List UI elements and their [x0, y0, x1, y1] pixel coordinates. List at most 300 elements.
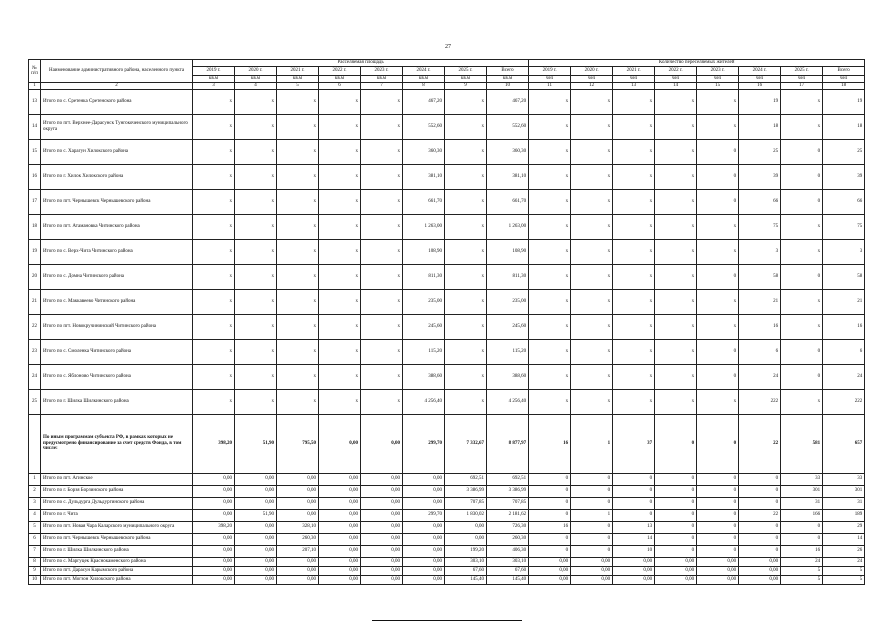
- row-name: Итого по с. Домна Читинского района: [41, 264, 193, 289]
- row-value: 0,00: [361, 497, 403, 509]
- row-value: 0: [781, 364, 823, 389]
- row-number: 14: [29, 114, 41, 139]
- row-value: x: [529, 314, 571, 339]
- row-value: 0,00: [445, 533, 487, 545]
- row-value: 0,00: [739, 566, 781, 575]
- row-value: 0,00: [193, 566, 235, 575]
- row-name: Итого по с. Смоленка Читинского района: [41, 339, 193, 364]
- row-value: 0: [781, 533, 823, 545]
- header-year: 2020 г.: [571, 67, 613, 76]
- row-value: 303,10: [487, 557, 529, 566]
- header-year: 2021 г.: [277, 67, 319, 76]
- header-unit: чел: [571, 76, 613, 83]
- row-value: x: [613, 189, 655, 214]
- header-unit: кв.м: [277, 76, 319, 83]
- row-value: 657: [823, 414, 865, 473]
- header-unit: чел: [823, 76, 865, 83]
- row-value: x: [235, 364, 277, 389]
- row-value: 0,00: [361, 566, 403, 575]
- row-value: 260,30: [487, 533, 529, 545]
- row-value: 0,00: [655, 566, 697, 575]
- row-value: 0,00: [277, 509, 319, 521]
- row-value: 21: [739, 289, 781, 314]
- row-value: 25: [739, 139, 781, 164]
- row-value: 222: [823, 389, 865, 414]
- header-unit: кв.м: [403, 76, 445, 83]
- row-number: 10: [29, 575, 41, 584]
- row-name: Итого по г. Хилок Хилокского района: [41, 164, 193, 189]
- row-value: 0,00: [235, 545, 277, 557]
- row-value: 108,90: [403, 239, 445, 264]
- row-value: x: [277, 214, 319, 239]
- row-number: 4: [29, 509, 41, 521]
- row-number: 19: [29, 239, 41, 264]
- row-value: 31: [781, 497, 823, 509]
- header-year: 2019 г.: [193, 67, 235, 76]
- row-name: Итого по пгт. Атамановка Читинского района: [41, 214, 193, 239]
- row-number: 13: [29, 89, 41, 114]
- row-value: 13: [613, 521, 655, 533]
- header-year: 2023 г.: [361, 67, 403, 76]
- row-value: 0: [697, 485, 739, 497]
- row-value: 22: [739, 509, 781, 521]
- row-value: x: [235, 314, 277, 339]
- row-value: 0,00: [361, 533, 403, 545]
- row-value: x: [655, 389, 697, 414]
- header-year: 2020 г.: [235, 67, 277, 76]
- row-name: Итого по пгт. Чернышевск Чернышевского района: [41, 189, 193, 214]
- row-value: 16: [529, 521, 571, 533]
- row-value: x: [361, 139, 403, 164]
- row-value: 0,00: [655, 575, 697, 584]
- row-value: x: [235, 139, 277, 164]
- row-value: 39: [739, 164, 781, 189]
- row-value: x: [529, 139, 571, 164]
- column-index: 5: [277, 83, 319, 90]
- row-value: 37: [613, 414, 655, 473]
- row-value: x: [319, 289, 361, 314]
- row-value: x: [781, 314, 823, 339]
- row-value: x: [781, 289, 823, 314]
- row-number: 9: [29, 566, 41, 575]
- row-value: x: [361, 264, 403, 289]
- row-value: x: [193, 339, 235, 364]
- row-value: 245,60: [403, 314, 445, 339]
- row-value: 552,60: [487, 114, 529, 139]
- row-value: 67,60: [445, 566, 487, 575]
- row-value: 8 877,97: [487, 414, 529, 473]
- column-index: 12: [571, 83, 613, 90]
- header-year: Всего: [487, 67, 529, 76]
- row-value: 726,30: [487, 521, 529, 533]
- row-value: x: [571, 314, 613, 339]
- row-value: x: [571, 289, 613, 314]
- table-row: [29, 114, 865, 139]
- row-value: 145,40: [487, 575, 529, 584]
- row-value: 145,40: [445, 575, 487, 584]
- row-number: 22: [29, 314, 41, 339]
- row-value: x: [277, 364, 319, 389]
- row-value: x: [697, 239, 739, 264]
- row-value: 260,30: [277, 533, 319, 545]
- row-value: 795,50: [277, 414, 319, 473]
- row-value: 51,90: [235, 414, 277, 473]
- table-row: [29, 533, 865, 545]
- row-value: 24: [823, 557, 865, 566]
- row-value: x: [613, 339, 655, 364]
- row-value: x: [361, 239, 403, 264]
- row-value: 388,60: [487, 364, 529, 389]
- row-value: 0,00: [193, 509, 235, 521]
- row-value: x: [655, 289, 697, 314]
- header-year: 2023 г.: [697, 67, 739, 76]
- row-value: 0,00: [319, 473, 361, 485]
- row-value: 0: [529, 545, 571, 557]
- row-value: x: [277, 189, 319, 214]
- row-value: 0,00: [193, 485, 235, 497]
- row-value: 0,00: [697, 575, 739, 584]
- row-value: x: [277, 139, 319, 164]
- row-value: 0,00: [361, 521, 403, 533]
- row-value: 388,60: [403, 364, 445, 389]
- row-value: 189: [823, 509, 865, 521]
- row-value: 692,51: [445, 473, 487, 485]
- row-value: x: [445, 114, 487, 139]
- row-value: 467,20: [403, 89, 445, 114]
- row-value: 1 830,02: [445, 509, 487, 521]
- row-value: x: [697, 314, 739, 339]
- row-value: 7 332,67: [445, 414, 487, 473]
- row-value: x: [193, 314, 235, 339]
- row-value: x: [781, 214, 823, 239]
- row-value: 0: [655, 414, 697, 473]
- row-value: x: [529, 114, 571, 139]
- row-value: 0: [655, 473, 697, 485]
- row-value: 16: [823, 314, 865, 339]
- row-value: x: [529, 189, 571, 214]
- row-number: 6: [29, 533, 41, 545]
- table-row: [29, 189, 865, 214]
- row-name: Итого по пгт. Новая Чара Каларского муниципального округа: [41, 521, 193, 533]
- row-name: Итого по г. Шилка Шилкинского района: [41, 389, 193, 414]
- row-value: x: [193, 289, 235, 314]
- row-value: x: [655, 189, 697, 214]
- row-number: 7: [29, 545, 41, 557]
- table-row: [29, 485, 865, 497]
- row-value: 0,00: [319, 557, 361, 566]
- row-value: x: [445, 189, 487, 214]
- row-number: [29, 414, 41, 473]
- table-row: [29, 289, 865, 314]
- header-unit: чел: [529, 76, 571, 83]
- row-value: x: [781, 239, 823, 264]
- row-value: 381,10: [403, 164, 445, 189]
- row-value: 692,51: [487, 473, 529, 485]
- row-name: Итого по с. Верх-Чита Читинского района: [41, 239, 193, 264]
- row-value: 661,70: [487, 189, 529, 214]
- row-value: 0,00: [193, 575, 235, 584]
- header-unit: кв.м: [193, 76, 235, 83]
- column-index: 2: [41, 83, 193, 90]
- row-number: 24: [29, 364, 41, 389]
- row-value: x: [445, 314, 487, 339]
- row-value: 0,00: [193, 497, 235, 509]
- row-value: 0,00: [277, 557, 319, 566]
- row-value: x: [319, 189, 361, 214]
- row-value: x: [697, 214, 739, 239]
- column-index: 17: [781, 83, 823, 90]
- row-value: x: [571, 339, 613, 364]
- row-value: 398,20: [193, 414, 235, 473]
- row-value: 0,00: [361, 414, 403, 473]
- row-value: 3 386,99: [487, 485, 529, 497]
- row-value: 0: [781, 339, 823, 364]
- row-value: x: [655, 89, 697, 114]
- row-value: 2 181,62: [487, 509, 529, 521]
- row-value: 0: [739, 533, 781, 545]
- row-value: x: [613, 289, 655, 314]
- row-value: 0: [739, 521, 781, 533]
- row-value: 299,70: [403, 509, 445, 521]
- row-value: x: [613, 164, 655, 189]
- row-value: x: [235, 239, 277, 264]
- header-unit: кв.м: [445, 76, 487, 83]
- row-value: 360,30: [403, 139, 445, 164]
- column-index: 9: [445, 83, 487, 90]
- row-value: 0,00: [235, 557, 277, 566]
- row-value: 0,00: [235, 473, 277, 485]
- row-value: 0,00: [403, 533, 445, 545]
- row-value: 301: [823, 485, 865, 497]
- row-value: 5: [823, 566, 865, 575]
- row-value: 0: [697, 473, 739, 485]
- row-value: x: [613, 239, 655, 264]
- row-value: 0,00: [403, 473, 445, 485]
- header-unit: кв.м: [361, 76, 403, 83]
- row-value: 25: [823, 139, 865, 164]
- row-value: 0: [613, 473, 655, 485]
- row-value: 0,00: [235, 521, 277, 533]
- row-value: x: [277, 389, 319, 414]
- row-value: 22: [739, 414, 781, 473]
- row-value: 0: [697, 364, 739, 389]
- row-value: x: [781, 389, 823, 414]
- row-value: 0,00: [319, 485, 361, 497]
- row-value: 0: [529, 533, 571, 545]
- row-value: 0: [655, 485, 697, 497]
- row-value: 14: [823, 533, 865, 545]
- row-name: Итого по г. Шилка Шилкинского района: [41, 545, 193, 557]
- row-value: 0,00: [361, 545, 403, 557]
- row-value: x: [235, 189, 277, 214]
- row-value: x: [277, 314, 319, 339]
- row-number: 16: [29, 164, 41, 189]
- row-value: 0: [781, 521, 823, 533]
- row-value: 115,20: [487, 339, 529, 364]
- row-name: Итого по с. Яблоново Читинского района: [41, 364, 193, 389]
- row-value: 0,00: [319, 509, 361, 521]
- row-value: 58: [739, 264, 781, 289]
- row-value: x: [361, 364, 403, 389]
- row-value: 0,00: [319, 521, 361, 533]
- row-value: 0,00: [571, 575, 613, 584]
- row-number: 8: [29, 557, 41, 566]
- row-value: x: [529, 364, 571, 389]
- row-value: x: [655, 139, 697, 164]
- row-value: x: [655, 114, 697, 139]
- header-year: Всего: [823, 67, 865, 76]
- row-value: x: [529, 239, 571, 264]
- row-value: 0: [571, 545, 613, 557]
- row-value: 0,00: [739, 557, 781, 566]
- table-row: [29, 264, 865, 289]
- row-value: x: [277, 339, 319, 364]
- row-value: x: [655, 239, 697, 264]
- row-value: 29: [823, 521, 865, 533]
- row-number: 5: [29, 521, 41, 533]
- row-value: 0: [571, 497, 613, 509]
- row-value: 115,20: [403, 339, 445, 364]
- row-value: 811,30: [403, 264, 445, 289]
- row-value: 0,00: [361, 485, 403, 497]
- row-value: x: [193, 139, 235, 164]
- row-value: 0,00: [445, 521, 487, 533]
- row-value: 0: [697, 264, 739, 289]
- row-value: x: [571, 264, 613, 289]
- row-value: 4 256,40: [487, 389, 529, 414]
- row-value: 0,00: [403, 575, 445, 584]
- row-value: 31: [823, 497, 865, 509]
- row-value: x: [193, 389, 235, 414]
- row-value: 24: [781, 557, 823, 566]
- row-value: x: [781, 89, 823, 114]
- row-value: x: [613, 364, 655, 389]
- column-index: 1: [29, 83, 41, 90]
- header-unit: кв.м: [487, 76, 529, 83]
- row-value: 0: [529, 509, 571, 521]
- row-value: x: [445, 339, 487, 364]
- row-value: 0,00: [361, 557, 403, 566]
- column-index: 18: [823, 83, 865, 90]
- table-row: [29, 139, 865, 164]
- header-unit: кв.м: [319, 76, 361, 83]
- row-value: x: [319, 314, 361, 339]
- row-value: x: [613, 314, 655, 339]
- row-number: 17: [29, 189, 41, 214]
- row-value: 0,00: [319, 533, 361, 545]
- row-value: 0: [697, 339, 739, 364]
- row-name: Итого по с. Дульдурга Дульдургинского района: [41, 497, 193, 509]
- row-value: x: [445, 289, 487, 314]
- row-value: x: [571, 364, 613, 389]
- table-row: [29, 389, 865, 414]
- row-value: 14: [613, 533, 655, 545]
- row-value: 0,00: [403, 566, 445, 575]
- row-value: 0: [613, 485, 655, 497]
- row-value: 0,00: [529, 557, 571, 566]
- row-value: x: [319, 389, 361, 414]
- row-value: x: [235, 89, 277, 114]
- table-row: [29, 545, 865, 557]
- row-value: x: [319, 239, 361, 264]
- row-name: Итого по пгт. Верхнее-Дарасунск Тунгокоченского муниципального округа: [41, 114, 193, 139]
- row-value: 0,00: [277, 575, 319, 584]
- table-row: [29, 364, 865, 389]
- row-value: 0,00: [529, 566, 571, 575]
- row-name: Итого по г. Борзя Борзинского района: [41, 485, 193, 497]
- row-value: x: [277, 164, 319, 189]
- table-row: [29, 473, 865, 485]
- row-value: x: [571, 89, 613, 114]
- row-value: x: [361, 314, 403, 339]
- row-value: x: [445, 89, 487, 114]
- row-value: 108,90: [487, 239, 529, 264]
- row-value: x: [613, 139, 655, 164]
- row-value: 6: [739, 339, 781, 364]
- row-value: 1 263,00: [403, 214, 445, 239]
- row-value: 0: [697, 497, 739, 509]
- row-value: 0: [697, 521, 739, 533]
- row-value: 16: [781, 545, 823, 557]
- row-value: 21: [823, 289, 865, 314]
- row-value: x: [277, 289, 319, 314]
- row-value: x: [655, 214, 697, 239]
- row-value: 0,00: [193, 545, 235, 557]
- row-value: x: [655, 339, 697, 364]
- row-value: 0: [781, 264, 823, 289]
- bottom-rule: [372, 620, 522, 621]
- table-row: [29, 164, 865, 189]
- row-value: 0,00: [235, 497, 277, 509]
- row-value: x: [613, 214, 655, 239]
- table-row: [29, 557, 865, 566]
- row-name: По иным программам субъекта РФ, в рамках которых не предусмотрено финансирование за счет средств Фонда, в том числе:: [41, 414, 193, 473]
- row-value: x: [235, 339, 277, 364]
- column-index: 13: [613, 83, 655, 90]
- row-value: 0,00: [403, 497, 445, 509]
- row-value: x: [193, 89, 235, 114]
- row-value: 24: [823, 364, 865, 389]
- header-year: 2019 г.: [529, 67, 571, 76]
- header-year: 2021 г.: [613, 67, 655, 76]
- row-value: 16: [529, 414, 571, 473]
- row-value: 381,10: [487, 164, 529, 189]
- header-unit: чел: [697, 76, 739, 83]
- table-row: [29, 339, 865, 364]
- row-value: 0,00: [613, 566, 655, 575]
- row-value: x: [193, 264, 235, 289]
- row-value: 33: [781, 473, 823, 485]
- row-value: x: [697, 89, 739, 114]
- row-value: 24: [739, 364, 781, 389]
- row-value: 0,00: [193, 473, 235, 485]
- row-value: 66: [823, 189, 865, 214]
- column-index: 4: [235, 83, 277, 90]
- row-value: 398,20: [193, 521, 235, 533]
- row-value: 0: [697, 509, 739, 521]
- row-value: 0,00: [403, 557, 445, 566]
- row-value: x: [445, 239, 487, 264]
- row-value: x: [361, 189, 403, 214]
- page-number: 27: [445, 44, 451, 50]
- row-value: x: [319, 264, 361, 289]
- table-row: [29, 566, 865, 575]
- row-value: 5: [781, 575, 823, 584]
- row-value: x: [361, 289, 403, 314]
- row-value: x: [571, 139, 613, 164]
- row-value: 0: [655, 509, 697, 521]
- row-name: Итого по с. Маргуцек Краснокаменского района: [41, 557, 193, 566]
